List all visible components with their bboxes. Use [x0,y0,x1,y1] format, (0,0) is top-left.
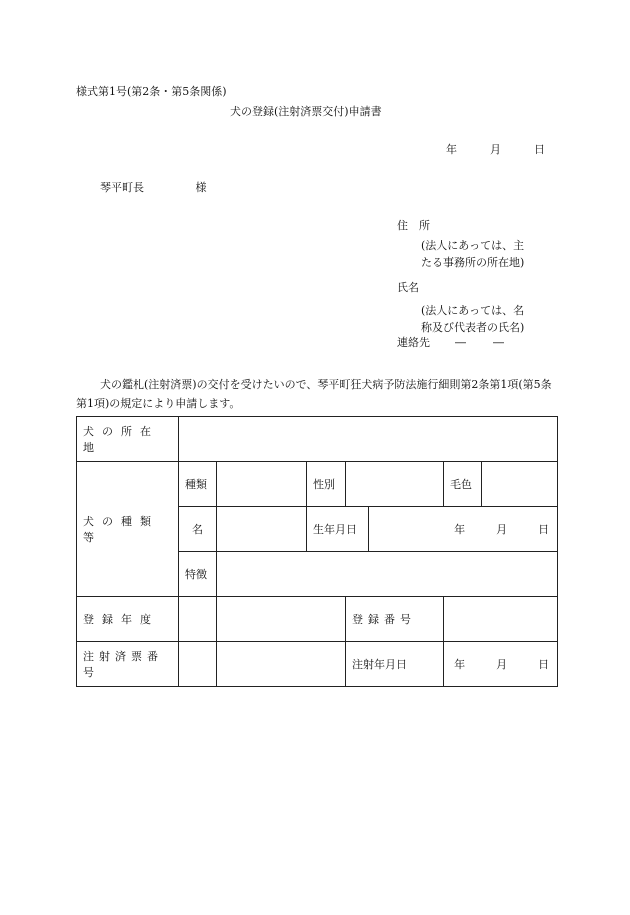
table-row [77,597,558,642]
injection-tag-number-label: 注射済票番号 [77,642,179,687]
injection-month-label: 月 [496,658,508,671]
name-note-line-2: 称及び代表者の氏名) [421,321,525,334]
date-year-label: 年 [446,143,457,156]
addressee-name: 琴平町長 [100,181,144,194]
injection-date-label: 注射年月日 [346,642,444,687]
dog-info-table [76,416,558,687]
injection-date-field[interactable] [444,642,558,687]
features-label: 特徴 [179,552,217,597]
birth-date-label: 生年月日 [307,507,369,552]
breed-label: 種類 [179,462,217,507]
features-field[interactable] [217,552,558,597]
breed-field[interactable] [217,462,307,507]
addressee [100,181,207,194]
name-note [421,302,524,336]
addressee-honorific: 様 [195,181,207,194]
name-note-line-1: (法人にあっては、名 [421,304,525,317]
birth-date-field[interactable] [369,507,558,552]
contact-line [397,336,504,349]
contact-dash-1: ― [455,336,466,349]
injection-tag-number-field-b[interactable] [217,642,346,687]
birth-month-label: 月 [496,523,508,536]
table-row [77,462,558,507]
injection-day-label: 日 [538,658,550,671]
registration-year-field-a[interactable] [179,597,217,642]
contact-dash-2: ― [493,336,504,349]
birth-day-label: 日 [538,523,550,536]
form-number: 様式第1号(第2条・第5条関係) [76,85,227,98]
application-date [446,143,545,156]
date-month-label: 月 [490,143,501,156]
table-row [77,417,558,462]
address-note [421,237,524,271]
birth-year-label: 年 [454,523,466,536]
injection-year-label: 年 [454,658,466,671]
coat-color-field[interactable] [482,462,558,507]
application-statement [76,375,556,413]
registration-number-field[interactable] [444,597,558,642]
application-statement-text: 犬の鑑札(注射済票)の交付を受けたいので、琴平町狂犬病予防法施行細則第2条第1項(第5条第1項)の規定により申請します。 [76,378,552,410]
contact-label: 連絡先 [397,336,430,349]
address-label: 住 所 [397,219,430,232]
registration-year-label: 登録年度 [77,597,179,642]
dog-location-field[interactable] [179,417,558,462]
sex-label: 性別 [307,462,346,507]
date-day-label: 日 [534,143,545,156]
sex-field[interactable] [346,462,444,507]
name-label: 氏名 [397,281,419,294]
dog-type-group-label: 犬の種類等 [77,462,179,597]
coat-color-label: 毛色 [444,462,482,507]
registration-number-label: 登録番号 [346,597,444,642]
registration-year-field-b[interactable] [217,597,346,642]
dog-name-field[interactable] [217,507,307,552]
address-note-line-2: たる事務所の所在地) [421,256,525,269]
dog-name-label: 名 [179,507,217,552]
injection-tag-number-field-a[interactable] [179,642,217,687]
table-row [77,642,558,687]
address-note-line-1: (法人にあっては、主 [421,239,525,252]
form-title: 犬の登録(注射済票交付)申請書 [230,105,382,118]
dog-location-label: 犬の所在地 [77,417,179,462]
